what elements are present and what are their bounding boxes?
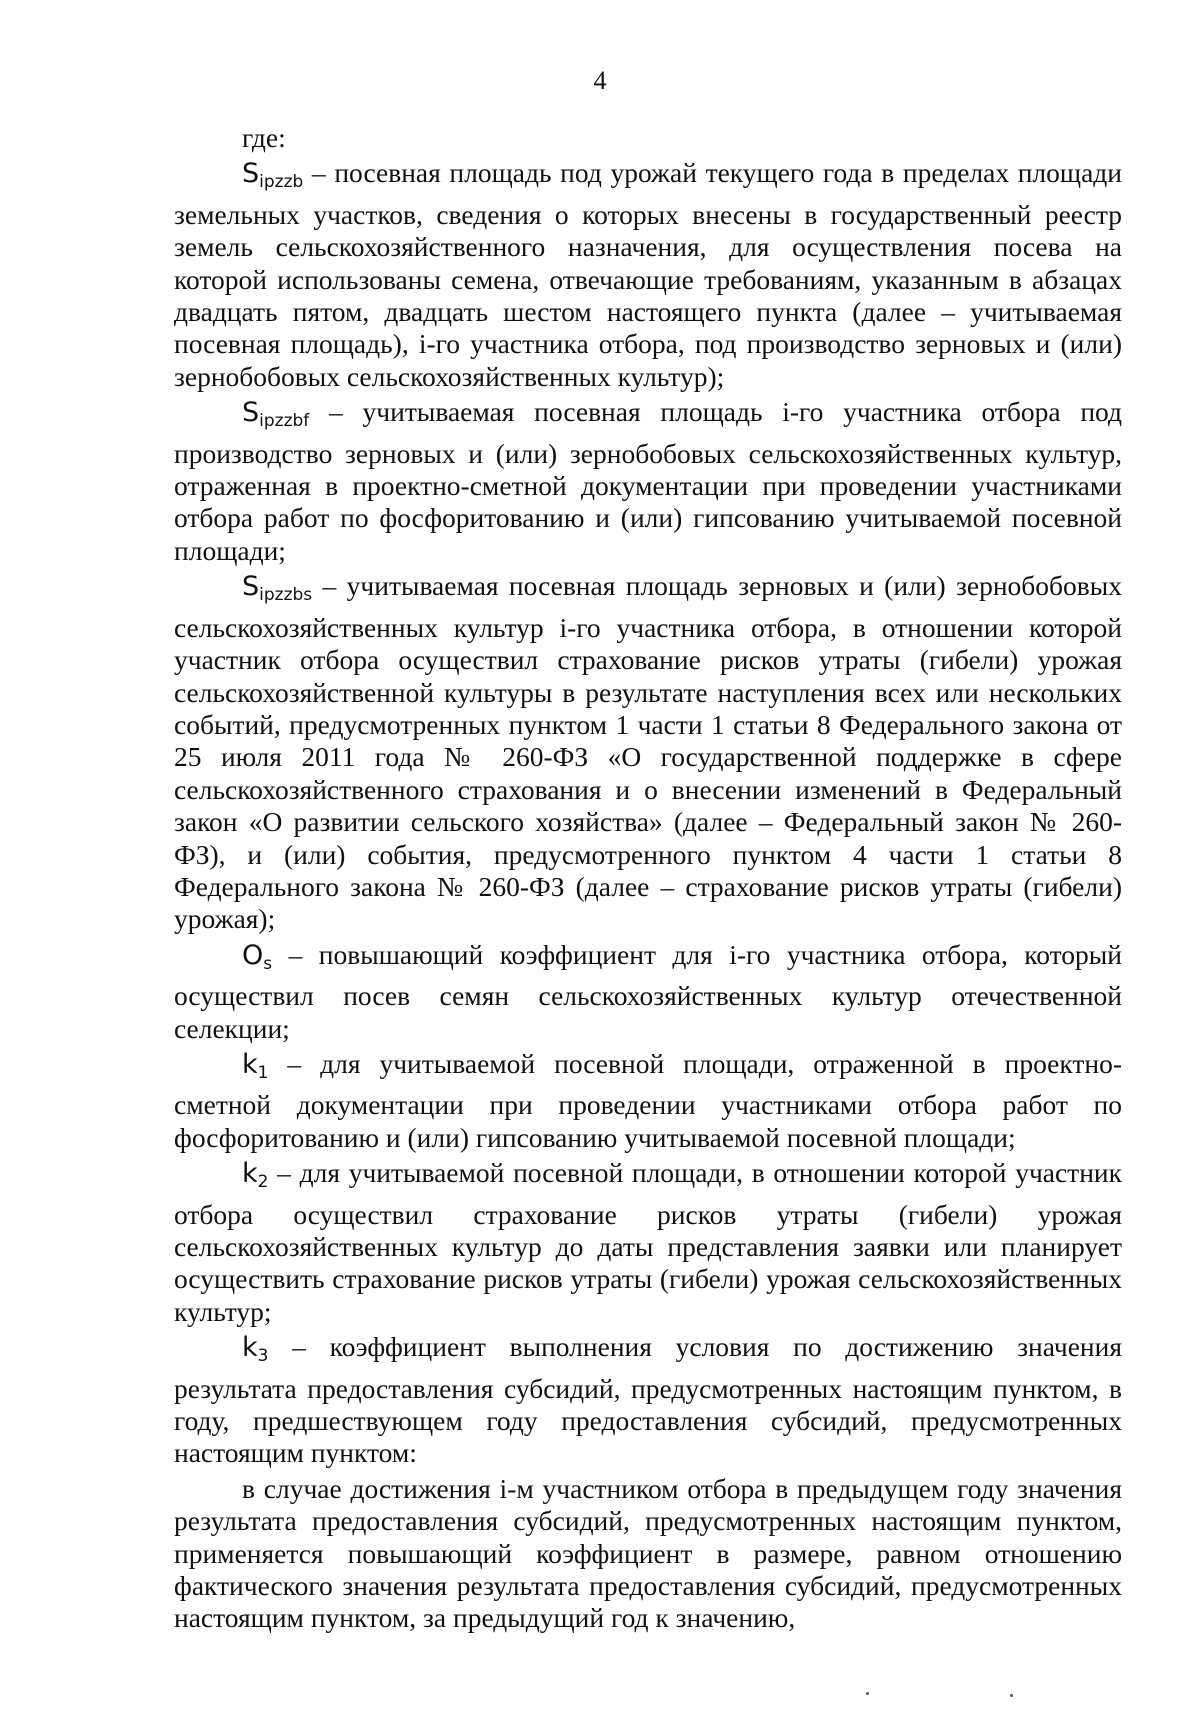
definition-text: – для учитываемой посевной площади, отраженной в проектно-сметной документации при проведении участниками отбора работ по фосфоритованию и (или) гипсованию учитываемой посевной площади; [174, 1047, 1122, 1153]
definition-s-ipzzb [174, 157, 1122, 393]
definition-text: – для учитываемой посевной площади, в отношении которой участник отбора осуществил страхование рисков утраты (гибели) урожая сельскохозяйственных культур до даты представления заявки или планирует осуществить страхование рисков утраты (гибели) урожая сельскохозяйственных культур; [174, 1157, 1122, 1327]
formula-subscript: 3 [257, 1346, 269, 1367]
definition-k1 [174, 1048, 1122, 1154]
definition-o-s [174, 939, 1122, 1045]
formula-symbol: S [242, 571, 260, 603]
formula-symbol: S [242, 397, 260, 429]
formula-subscript: ipzzb [259, 172, 304, 193]
intro-paragraph: где: [242, 122, 286, 153]
definition-s-ipzzbs [174, 570, 1122, 935]
definition-text: – учитываемая посевная площадь зерновых и (или) зернобобовых сельскохозяйственных культур i-го участника отбора, в отношении которой участник отбора осуществил страхование рисков утраты (гибели) урожая сельскохозяйственной культуры в результате наступления всех или нескольких событий, предусмотренных пунктом 1 части 1 статьи 8 Федерального закона от 25 июля 2011 года № 260-ФЗ «О государственной поддержке в сфере сельскохозяйственного страхования и о внесении изменений в Федеральный закон «О развитии сельского хозяйства» (далее – Федеральный закон № 260-ФЗ), и (или) события, предусмотренного пунктом 4 части 1 статьи 8 Федерального закона № 260-ФЗ (далее – страхование рисков утраты (гибели) урожая); [174, 570, 1122, 935]
formula-subscript: s [263, 953, 273, 974]
formula-symbol: k [242, 1332, 258, 1364]
definition-text: – посевная площадь под урожай текущего года в пределах площади земельных участков, сведения о которых внесены в государственный реестр земель сельскохозяйственного назначения, для осуществления посева на которой использованы семена, отвечающие требованиям, указанным в абзацах двадцать пятом, двадцать шестом настоящего пункта (далее – учитываемая посевная площадь), i-го участника отбора, под производство зерновых и (или) зернобобовых сельскохозяйственных культур); [174, 157, 1122, 392]
formula-subscript: 1 [257, 1062, 269, 1083]
scan-speck [1010, 1694, 1013, 1697]
page-number: 4 [593, 66, 607, 95]
document-body [174, 122, 1122, 1638]
formula-subscript: ipzzbf [259, 411, 310, 432]
definition-text: – учитываемая посевная площадь i-го участника отбора под производство зерновых и (или) зернобобовых сельскохозяйственных культур, отраженная в проектно-сметной документации при проведении участниками отбора работ по фосфоритованию и (или) гипсованию учитываемой посевной площади; [174, 396, 1122, 566]
definition-text: – коэффициент выполнения условия по достижению значения результата предоставления субсидий, предусмотренных настоящим пунктом, в году, предшествующем году предоставления субсидий, предусмотренных настоящим пунктом: [174, 1331, 1122, 1469]
scan-specks [860, 1690, 1080, 1700]
formula-subscript: 2 [257, 1172, 269, 1193]
scan-speck [866, 1692, 869, 1695]
final-paragraph: в случае достижения i-м участником отбора в предыдущем году значения результата предоставления субсидий, предусмотренных настоящим пунктом, применяется повышающий коэффициент в размере, равном отношению фактического значения результата предоставления субсидий, предусмотренных настоящим пунктом, за предыдущий год к значению, [174, 1472, 1122, 1634]
definition-s-ipzzbf [174, 396, 1122, 567]
formula-symbol: k [242, 1158, 258, 1190]
formula-symbol: k [242, 1048, 258, 1080]
formula-symbol: O [242, 939, 264, 971]
definition-text: – повышающий коэффициент для i-го участника отбора, который осуществил посев семян сельскохозяйственных культур отечественной селекции; [174, 938, 1122, 1044]
formula-subscript: ipzzbs [259, 585, 313, 606]
definition-k3 [174, 1331, 1122, 1470]
formula-symbol: S [242, 158, 260, 190]
definition-k2 [174, 1157, 1122, 1328]
